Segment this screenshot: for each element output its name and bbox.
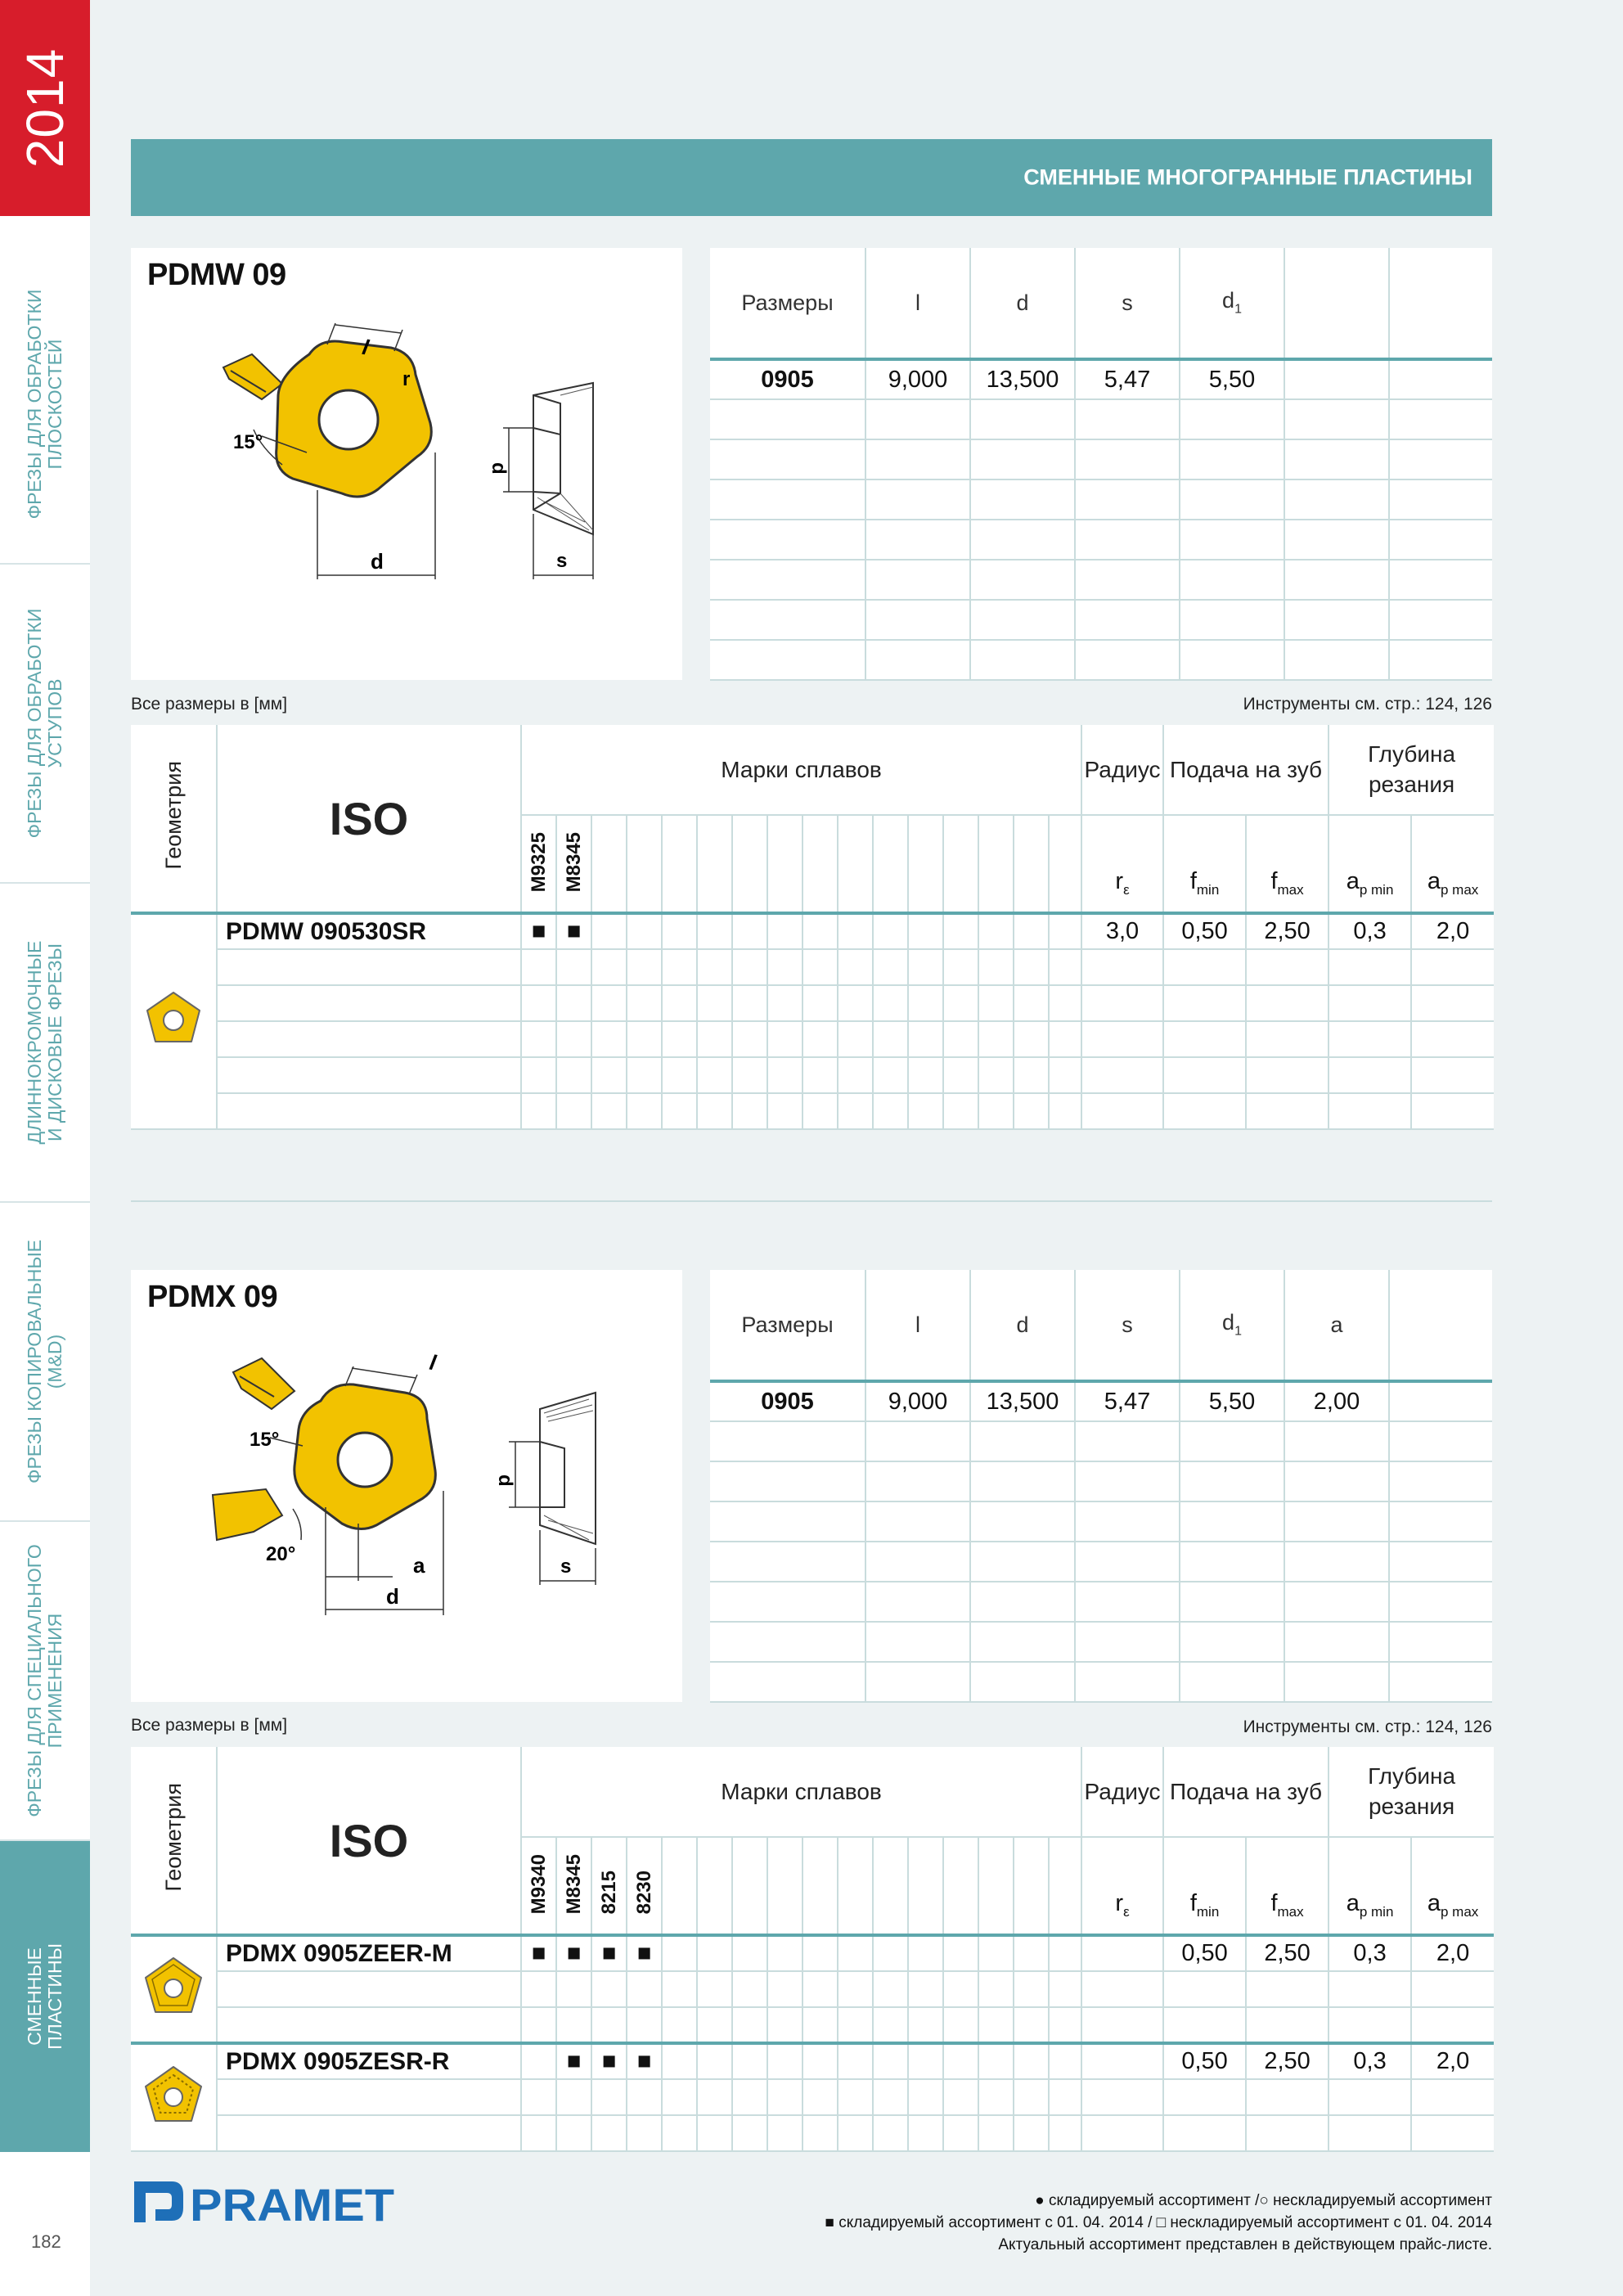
insert-zesr-icon	[139, 2060, 208, 2129]
grade-label: 8230	[632, 1870, 655, 1914]
dims-header: Размеры	[710, 1270, 865, 1381]
dims-cell: 0905	[710, 1381, 865, 1421]
pramet-logo	[131, 2177, 401, 2227]
geometry-cell	[131, 913, 217, 1129]
pramet-logo-icon	[131, 2177, 401, 2227]
dims-header: $d_1$	[1180, 1270, 1284, 1381]
pdmx-grades-table: Геометрия ISO Марки сплавов Радиус Подача на зуб Глубина резания M9340 M8345 8215 8230 $r_\varepsilon$ $f_{min}$ $f_{max}$ $a_{p min}$ $a_{p max}$ PDMX 0905ZEER-M ■ ■ ■ ■ 0,50 2,50 0,3 2,0 PDMX 0905ZESR-R ■ ■ ■ 0,50 2,50 0,3 2,0	[131, 1747, 1494, 2152]
table-row	[710, 1662, 1492, 1702]
thickness-label: s	[556, 550, 568, 572]
table-row	[710, 479, 1492, 520]
table-row	[710, 1381, 1492, 1421]
chip-icon	[223, 354, 282, 399]
table-row	[131, 2115, 1494, 2151]
grade-label: M9340	[527, 1853, 550, 1914]
d1-label: d	[488, 462, 510, 475]
geometry-header: Геометрия	[131, 725, 217, 913]
table-row	[131, 2007, 1494, 2043]
grade-label: 8215	[597, 1870, 620, 1914]
grade-label: M8345	[562, 1853, 585, 1914]
table-row	[131, 2043, 1494, 2079]
dims-cell: 13,500	[970, 359, 1075, 399]
mark-cell: ■	[591, 1935, 627, 1971]
dims-header: s	[1075, 1270, 1180, 1381]
fmax-value: 2,50	[1246, 2043, 1329, 2079]
pdmx-tools-ref: Инструменты см. стр.: 124, 126	[1243, 1717, 1492, 1736]
chip-icon	[213, 1489, 282, 1540]
length-label: l	[360, 334, 371, 360]
apmin-value: 0,3	[1329, 913, 1411, 949]
dims-cell	[1284, 359, 1389, 399]
radius-header: Радиус	[1081, 1747, 1163, 1837]
mark-cell: ■	[591, 2043, 627, 2079]
pdmw-drawing-box	[131, 248, 682, 680]
dims-header: $d_1$	[1180, 248, 1284, 359]
dims-cell: 0905	[710, 359, 865, 399]
grade-label: M9325	[527, 831, 550, 892]
insert-zeer-icon	[139, 1952, 208, 2020]
dims-cell: 9,000	[865, 359, 970, 399]
radius-value: 3,0	[1081, 913, 1163, 949]
table-row	[710, 1622, 1492, 1662]
table-row	[710, 640, 1492, 680]
dims-header: d	[970, 1270, 1075, 1381]
geometry-cell	[131, 1935, 217, 2043]
feed-header: Подача на зуб	[1163, 725, 1329, 815]
pdmw-dimensions-table	[710, 248, 1492, 681]
pdmx-dimensions-table	[710, 1270, 1492, 1703]
feed-header: Подача на зуб	[1163, 1747, 1329, 1837]
fmin-value: 0,50	[1163, 1935, 1246, 1971]
table-row	[710, 1501, 1492, 1542]
pdmx-insert-drawing	[131, 1270, 682, 1702]
pdmx-drawing-box	[131, 1270, 682, 1702]
legend-line: ● складируемый ассортимент /○ нескладируемый ассортимент	[1035, 2192, 1492, 2209]
fmax-value: 2,50	[1246, 1935, 1329, 1971]
sidebar-item-inserts[interactable]	[0, 1841, 90, 2152]
dims-header	[1284, 248, 1389, 359]
dims-cell	[1389, 1381, 1492, 1421]
table-row	[710, 1542, 1492, 1582]
table-row	[710, 1461, 1492, 1501]
diameter-label: d	[386, 1584, 399, 1609]
mark-cell: ■	[521, 1935, 556, 1971]
pdmx-title: PDMX 09	[147, 1280, 278, 1314]
mark-cell	[521, 2043, 556, 2079]
angle-label: 15°	[233, 431, 263, 453]
pdmw-insert-drawing	[131, 248, 682, 680]
fmin-value: 0,50	[1163, 913, 1246, 949]
dims-cell: 13,500	[970, 1381, 1075, 1421]
page-number: 182	[31, 2231, 61, 2252]
iso-header: ISO	[217, 1747, 521, 1935]
sidebar-item-label: ДЛИННОКРОМОЧНЫЕ И ДИСКОВЫЕ ФРЕЗЫ	[24, 940, 65, 1145]
table-row	[710, 560, 1492, 600]
sidebar-item-label: ФРЕЗЫ ДЛЯ СПЕЦИАЛЬНОГО ПРИМЕНЕНИЯ	[24, 1544, 65, 1817]
table-row	[131, 1021, 1494, 1057]
apmax-value: 2,0	[1411, 1935, 1494, 1971]
geometry-header: Геометрия	[131, 1747, 217, 1935]
fmin-value: 0,50	[1163, 2043, 1246, 2079]
grade-label: M8345	[562, 831, 585, 892]
legend-line: ■ складируемый ассортимент с 01. 04. 2014 / □ нескладируемый ассортимент с 01. 04. 2014	[825, 2214, 1492, 2231]
apmin-value: 0,3	[1329, 2043, 1411, 2079]
sidebar-item-label: СМЕННЫЕ ПЛАСТИНЫ	[24, 1943, 65, 2050]
apmax-value: 2,0	[1411, 913, 1494, 949]
sidebar-item-long-edge[interactable]	[0, 884, 90, 1203]
dims-cell: 5,47	[1075, 359, 1180, 399]
sidebar-item-shoulder-milling[interactable]	[0, 565, 90, 884]
sidebar-item-label: ФРЕЗЫ КОПИРОВАЛЬНЫЕ (M&D)	[24, 1239, 65, 1484]
dims-header: d	[970, 248, 1075, 359]
dims-header: l	[865, 1270, 970, 1381]
a-label: a	[413, 1553, 425, 1578]
sidebar-item-label: ФРЕЗЫ ДЛЯ ОБРАБОТКИ УСТУПОВ	[24, 608, 65, 839]
table-row	[710, 600, 1492, 640]
d1-label: d	[494, 1474, 516, 1487]
banner-title: СМЕННЫЕ МНОГОГРАННЫЕ ПЛАСТИНЫ	[1023, 164, 1472, 190]
radius-header: Радиус	[1081, 725, 1163, 815]
year-tab	[0, 0, 90, 216]
dims-header	[1389, 1270, 1492, 1381]
section-divider	[131, 1200, 1492, 1202]
angle-label: 20°	[266, 1543, 296, 1565]
thickness-label: s	[560, 1555, 572, 1578]
depth-header: Глубина резания	[1329, 1747, 1494, 1837]
radius-value	[1081, 2043, 1163, 2079]
geometry-cell	[131, 2043, 217, 2151]
sidebar-item-special[interactable]	[0, 1522, 90, 1841]
pdmw-title: PDMW 09	[147, 258, 286, 292]
table-row	[710, 439, 1492, 479]
table-row	[131, 1935, 1494, 1971]
pdmx-units-note: Все размеры в [мм]	[131, 1716, 288, 1735]
page-banner	[131, 139, 1492, 216]
dims-cell: 5,50	[1180, 1381, 1284, 1421]
table-row	[710, 1421, 1492, 1461]
pdmw-tools-ref: Инструменты см. стр.: 124, 126	[1243, 695, 1492, 714]
apmax-value: 2,0	[1411, 2043, 1494, 2079]
dims-header: l	[865, 248, 970, 359]
grades-header: Марки сплавов	[521, 1747, 1081, 1837]
table-row	[710, 359, 1492, 399]
mark-cell: ■	[627, 2043, 662, 2079]
sidebar-item-copy-milling[interactable]	[0, 1203, 90, 1522]
table-row	[710, 399, 1492, 439]
diameter-label: d	[371, 549, 384, 574]
insert-code: PDMX 0905ZESR-R	[217, 2043, 521, 2079]
legend	[825, 2190, 1493, 2256]
grades-header: Марки сплавов	[521, 725, 1081, 815]
dims-header: a	[1284, 1270, 1389, 1381]
dims-cell: 9,000	[865, 1381, 970, 1421]
dims-header: Размеры	[710, 248, 865, 359]
table-row	[710, 520, 1492, 560]
chip-icon	[233, 1358, 294, 1409]
legend-line: Актуальный ассортимент представлен в действующем прайс-листе.	[998, 2236, 1492, 2253]
radius-label: r	[402, 368, 411, 390]
dims-header: s	[1075, 248, 1180, 359]
svg-text:PRAMET: PRAMET	[190, 2179, 394, 2227]
angle-label: 15°	[250, 1429, 280, 1451]
mark-cell: ■	[556, 2043, 591, 2079]
fmax-value: 2,50	[1246, 913, 1329, 949]
table-row	[131, 913, 1494, 949]
dims-cell: 2,00	[1284, 1381, 1389, 1421]
table-row	[131, 1057, 1494, 1093]
mark-cell: ■	[521, 913, 556, 949]
insert-code: PDMW 090530SR	[217, 913, 521, 949]
pdmw-grades-table: Геометрия ISO Марки сплавов Радиус Подача на зуб Глубина резания M9325 M8345 $r_\varepsilon$ $f_{min}$ $f_{max}$ $a_{p min}$ $a_{p max}$ PDMW 090530SR ■ ■ 3,0 0,50 2,50 0,3 2,0	[131, 725, 1494, 1130]
mark-cell: ■	[556, 913, 591, 949]
year-label: 2014	[16, 47, 74, 169]
table-row	[131, 1971, 1494, 2007]
table-row	[131, 985, 1494, 1021]
dims-cell: 5,50	[1180, 359, 1284, 399]
dims-cell: 5,47	[1075, 1381, 1180, 1421]
mark-cell: ■	[556, 1935, 591, 1971]
radius-value	[1081, 1935, 1163, 1971]
insert-code: PDMX 0905ZEER-M	[217, 1935, 521, 1971]
pdmw-units-note: Все размеры в [мм]	[131, 695, 288, 714]
depth-header: Глубина резания	[1329, 725, 1494, 815]
sidebar	[0, 0, 90, 2296]
table-row	[710, 1582, 1492, 1622]
dims-header	[1389, 248, 1492, 359]
table-row	[131, 1093, 1494, 1129]
mark-cell: ■	[627, 1935, 662, 1971]
sidebar-item-face-milling[interactable]	[0, 245, 90, 565]
apmin-value: 0,3	[1329, 1935, 1411, 1971]
table-row	[131, 2079, 1494, 2115]
table-row	[131, 949, 1494, 985]
dims-cell	[1389, 359, 1492, 399]
iso-header: ISO	[217, 725, 521, 913]
sidebar-item-label: ФРЕЗЫ ДЛЯ ОБРАБОТКИ ПЛОСКОСТЕЙ	[24, 289, 65, 520]
length-label: l	[427, 1349, 438, 1375]
insert-pentagon-icon	[141, 986, 206, 1051]
